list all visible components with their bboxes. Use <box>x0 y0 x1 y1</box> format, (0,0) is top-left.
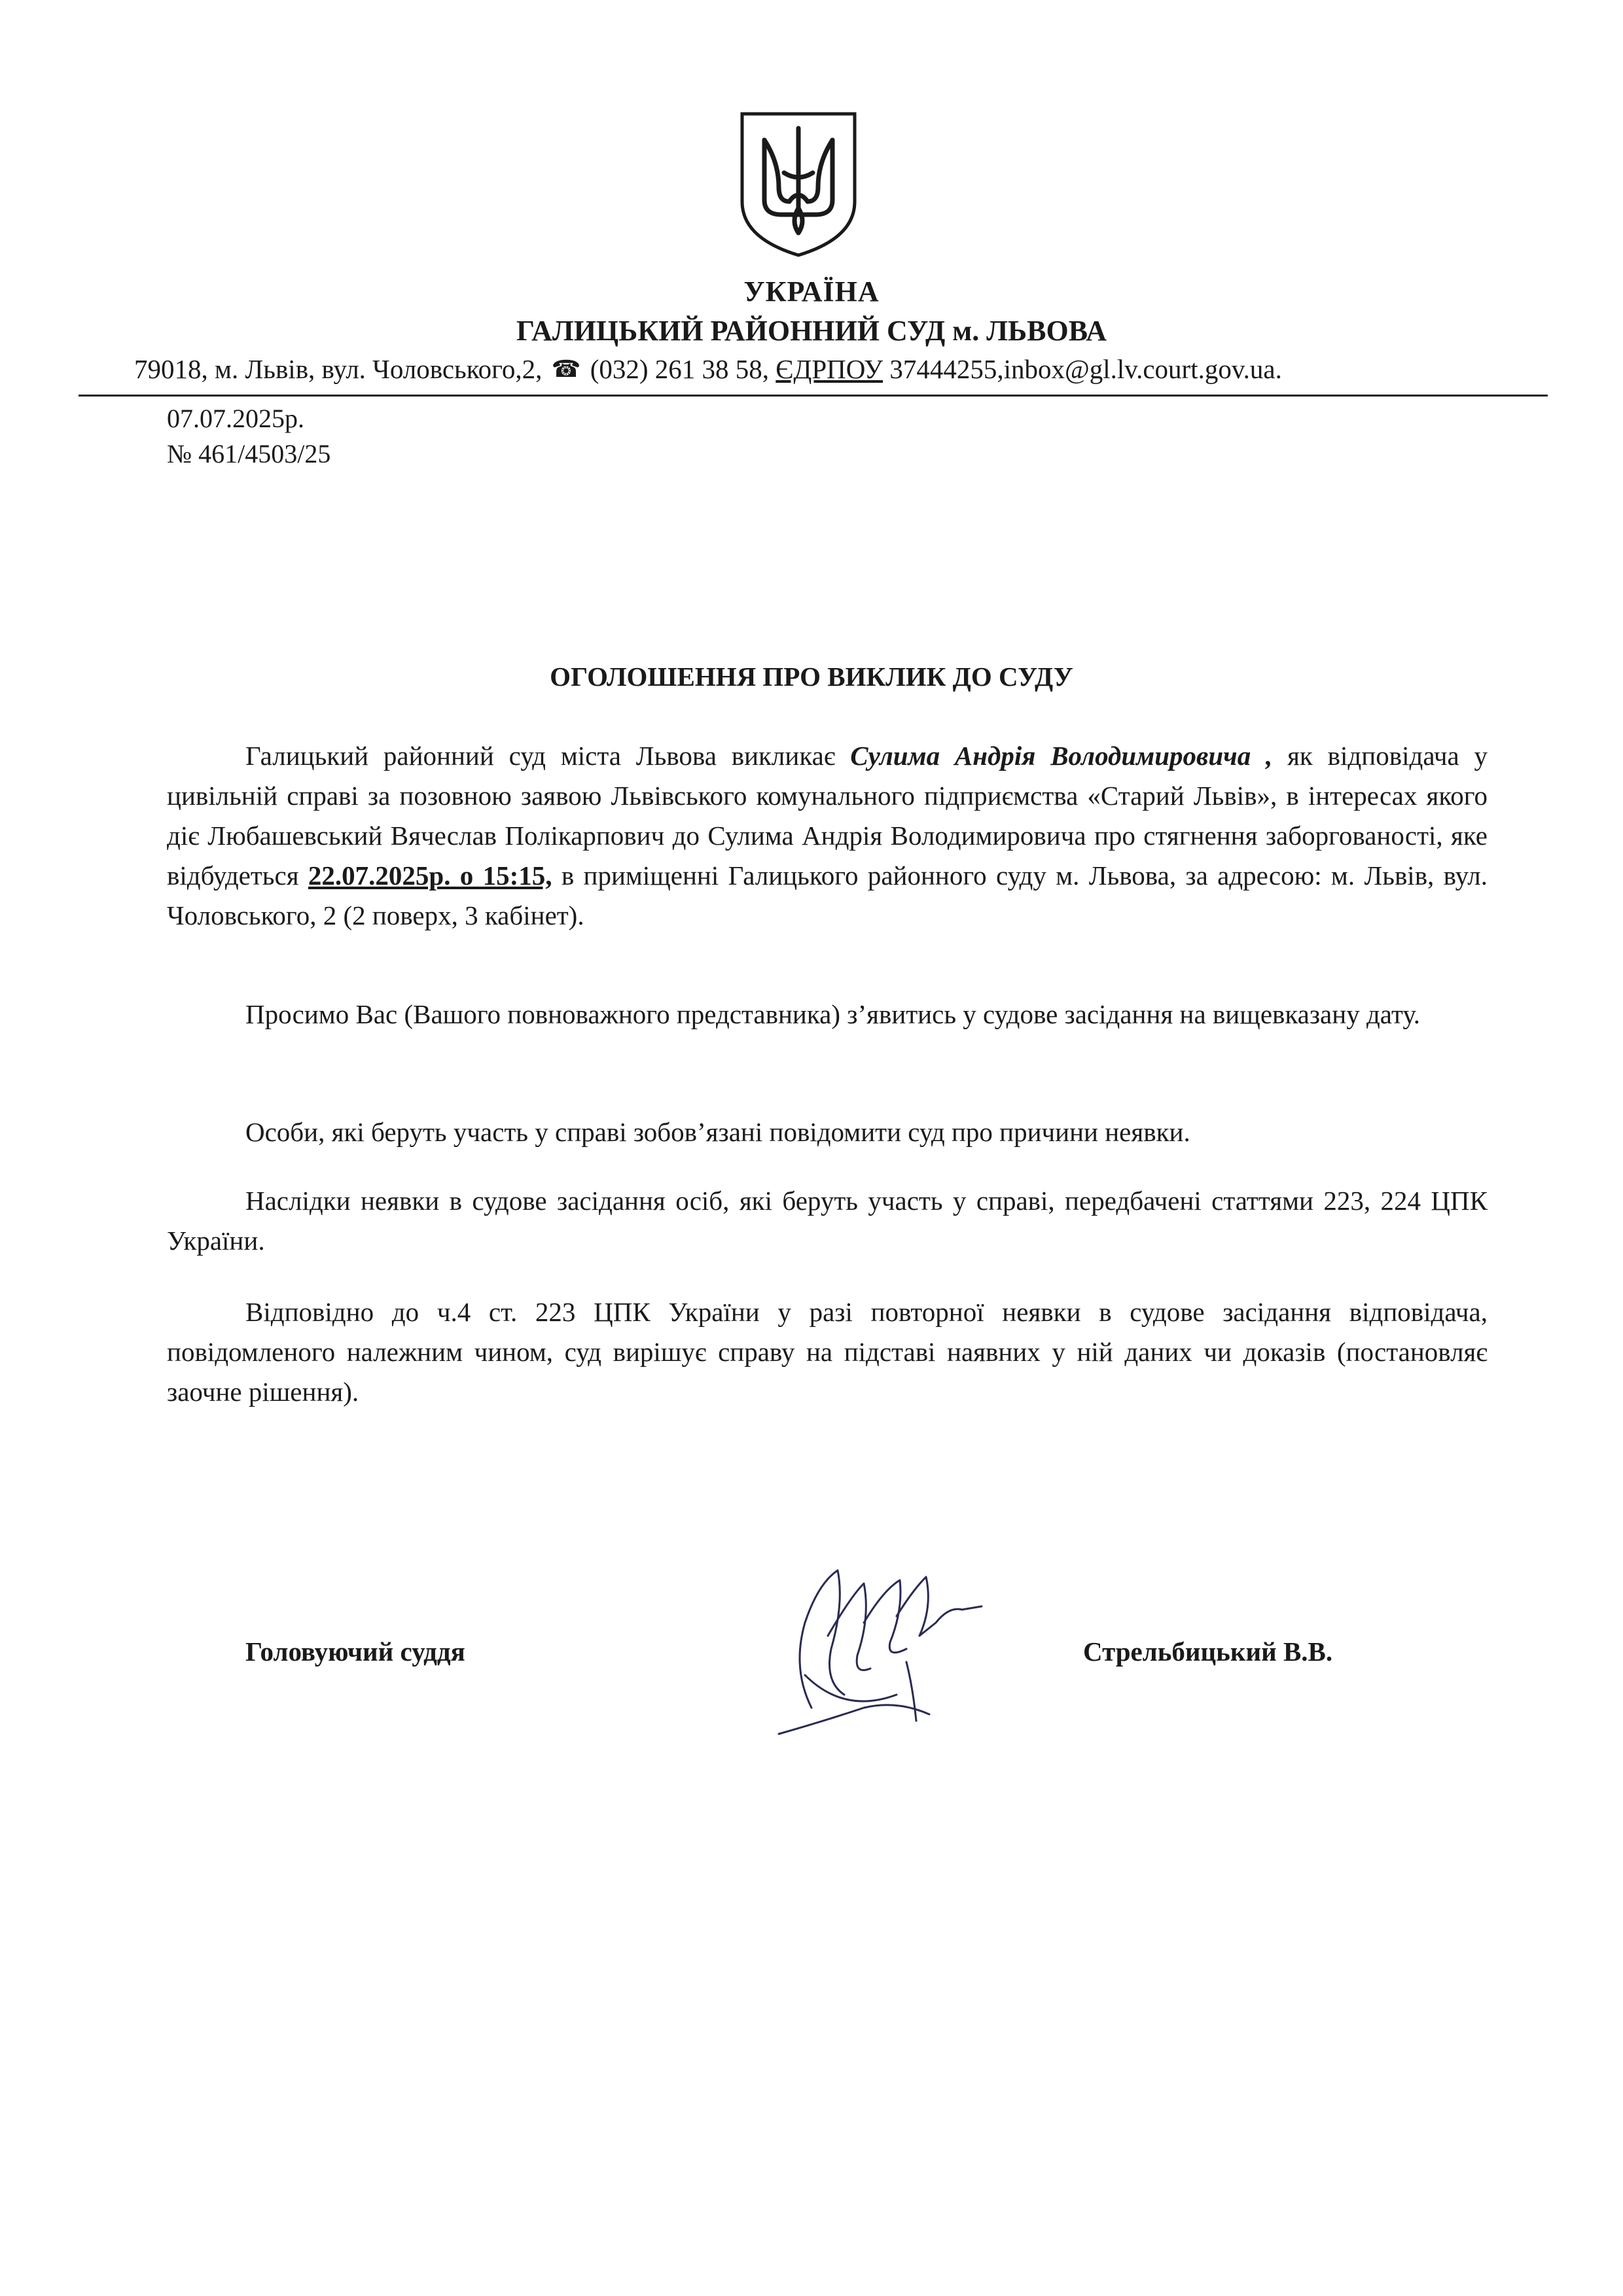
paragraph-text: Галицький районний суд міста Львова викликає <box>245 741 836 771</box>
header-divider <box>79 395 1548 397</box>
address-text: 79018, м. Львів, вул. Чоловського,2, <box>134 354 543 384</box>
phone-number: (032) 261 38 58, <box>590 354 770 384</box>
edrpou-label: ЄДРПОУ <box>776 354 883 384</box>
consequences-paragraph: Наслідки неявки в судове засідання осіб, які беруть участь у справі, передбачені статтями 223, 224 ЦПК України. <box>167 1186 1488 1256</box>
judge-role: Головуючий суддя <box>245 1636 465 1667</box>
court-name-heading: ГАЛИЦЬКИЙ РАЙОННИЙ СУД м. ЛЬВОВА <box>516 315 1107 347</box>
telephone-icon: ☎ <box>551 356 581 382</box>
document-title: ОГОЛОШЕННЯ ПРО ВИКЛИК ДО СУДУ <box>550 662 1073 692</box>
document-number: № 461/4503/25 <box>167 439 331 468</box>
court-address-line <box>134 353 1554 385</box>
default-judgment-paragraph: Відповідно до ч.4 ст. 223 ЦПК України у разі повторної неявки в судове засідання відповідача, повідомленого належним чином, суд вирішує справу на підставі наявних у ній даних чи доказів (постановляє заочне рішення). <box>167 1297 1488 1407</box>
defendant-name: Сулима Андрія Володимировича , <box>850 741 1273 771</box>
document-date: 07.07.2025р. <box>167 404 304 433</box>
tryzub-emblem-icon <box>738 110 859 259</box>
paragraph-text: в приміщенні Галицького районного суду м. Львова, за адресою: м. Львів, вул. Чоловського, 2 (2 поверх, 3 кабінет). <box>167 860 1488 930</box>
handwritten-signature <box>766 1544 988 1740</box>
summons-paragraph <box>167 736 1488 936</box>
request-paragraph: Просимо Вас (Вашого повноважного представника) з’явитись у судове засідання на вищевказану дату. <box>245 999 1420 1029</box>
paragraph-text: як відповідача у цивільній справі за позовною заявою Львівського комунального підприємства «Старий Львів», в інтересах якого діє Любашевський Вячеслав Полікарпович до Сулима Андрія Володимировича про стягнення заборгованості, яке відбудеться <box>167 741 1488 891</box>
notice-paragraph: Особи, які беруть участь у справі зобов’язані повідомити суд про причини неявки. <box>245 1117 1190 1147</box>
judge-name: Стрельбицький В.В. <box>1083 1636 1333 1667</box>
edrpou-and-email: 37444255,inbox@gl.lv.court.gov.ua. <box>889 354 1282 384</box>
hearing-datetime: 22.07.2025р. о 15:15, <box>308 860 552 891</box>
country-heading: УКРАЇНА <box>743 275 880 308</box>
